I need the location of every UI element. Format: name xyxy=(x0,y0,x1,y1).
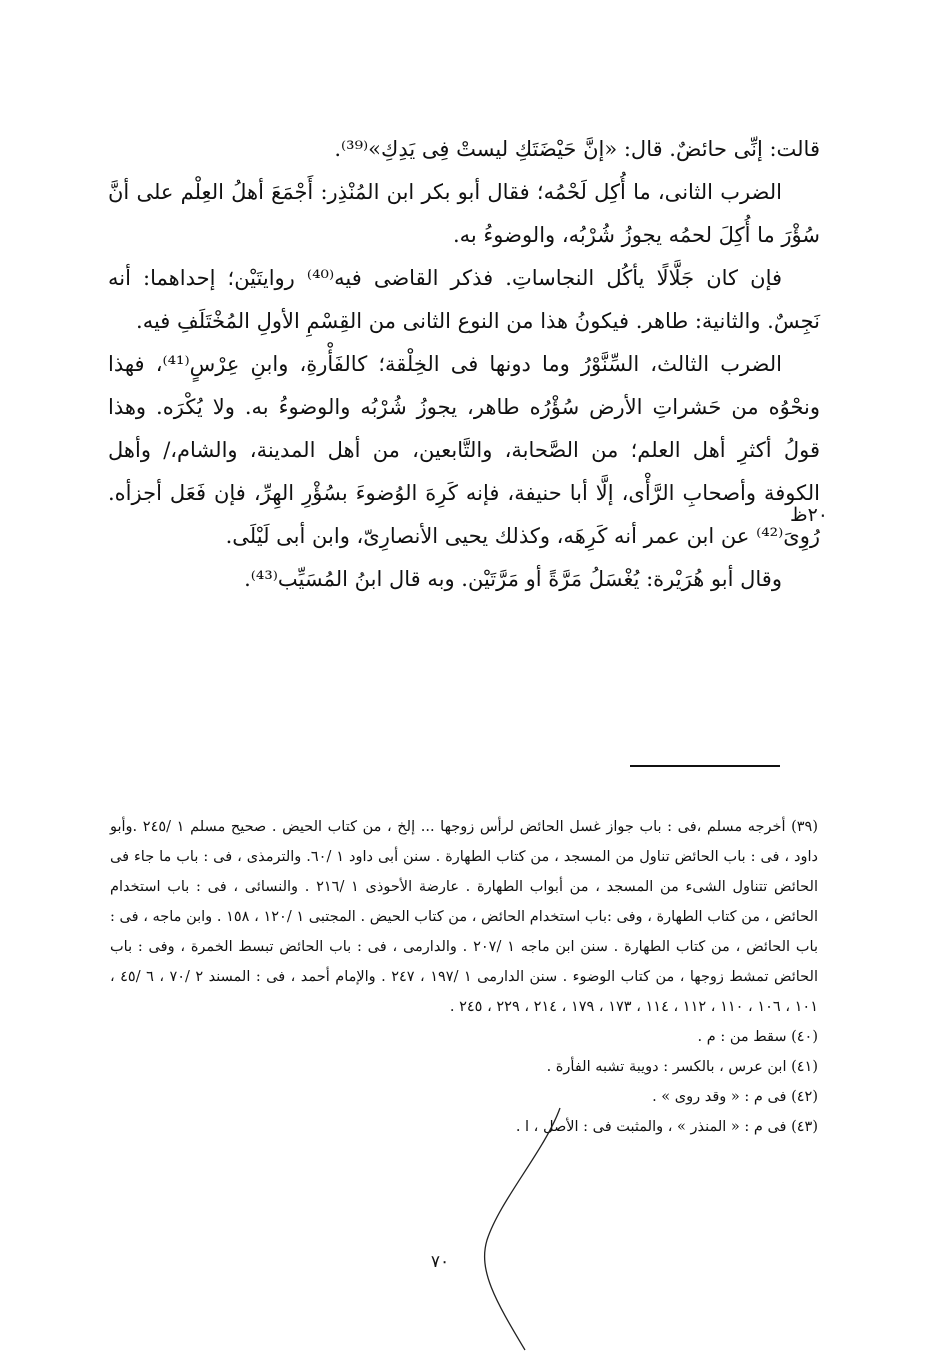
paragraph-3: فإن كان جَلَّالًا يأكُل النجاساتِ. فذكر القاضى فيه⁽⁴⁰⁾ روايتَيْن؛ إحداهما: أنه نَجِسٌ. والثانية: طاهر. فيكونُ هذا من النوع الثانى من القِسْمِ الأولِ المُخْتَلَفِ فيه. xyxy=(108,266,820,333)
footnote-42: (٤٢) فى م : « وقد روى » . xyxy=(652,1089,818,1105)
footnote-40: (٤٠) سقط من : م . xyxy=(697,1029,818,1045)
paragraph-2: الضرب الثانى، ما أُكِل لَحْمُه؛ فقال أبو بكر ابن المُنْذِر: أَجْمَعَ أهلُ العِلْم على أنَّ سُؤْرَ ما أُكِلَ لحمُه يجوزُ شُرْبُه، والوضوءُ به. xyxy=(108,180,820,247)
footnote-41: (٤١) ابن عرس ، بالكسر : دويبة تشبه الفأرة . xyxy=(546,1059,818,1075)
footnote-39: (٣٩) أخرجه مسلم ،فى : باب جواز غسل الحائض لرأس زوجها ... إلخ ، من كتاب الحيض . صحيح مسلم ١ /٢٤٥ .وأبو داود ، فى : باب الحائض تناول من المسجد ، من كتاب الطهارة . سنن أبى داود ١ /٦٠. والترمذى ، فى : باب ما جاء فى الحائض تتناول الشىء من المسجد ، من أبواب الطهارة . عارضة الأحوذى ١ /٢١٦ . والنسائى ، فى : باب استخدام الحائض ، من كتاب الطهارة ، وفى :باب استخدام الحائض ، من كتاب الحيض . المجتبى ١ /١٢٠ ، ١٥٨ . وابن ماجه ، فى : باب الحائض ، من كتاب الطهارة . سنن ابن ماجه ١ /٢٠٧ . والدارمى ، فى : باب الحائض تبسط الخمرة ، وفى : باب الحائض تمشط زوجها ، من كتاب الوضوء . سنن الدارمى ١ /١٩٧ ، ٢٤٧ . والإمام أحمد ، فى : المسند ٢ /٧٠ ، ٦ /٤٥ ، ١٠١ ، ١٠٦ ، ١١٠ ، ١١٢ ، ١١٤ ، ١٧٣ ، ١٧٩ ، ٢١٤ ، ٢٢٩ ، ٢٤٥ . xyxy=(110,819,818,1015)
page-number: ٧٠ xyxy=(430,1252,450,1272)
main-text xyxy=(108,128,820,601)
footnotes xyxy=(110,812,818,1142)
footnote-divider xyxy=(630,765,780,767)
footnote-43: (٤٣) فى م : « المنذر » ، والمثبت فى : الأصل ، ا . xyxy=(515,1119,818,1135)
paragraph-4: الضرب الثالث، السِّنَّوْرُ وما دونها فى الخِلْقة؛ كالفَأْرةِ، وابنِ عِرْسٍ⁽⁴¹⁾، فهذا ونحْوُه من حَشراتِ الأرض سُؤْرُه طاهر، يجوزُ شُرْبُه والوضوءُ به. ولا يُكْرَه. وهذا قولُ أكثرِ أهل العلم؛ من الصَّحابة، والتَّابعين، من أهل المدينة، والشام،/ وأهل الكوفة وأصحابِ الرَّأْى، إلَّا أبا حنيفة، فإنه كَرِهَ الوُضوءَ بسُؤْرِ الهِرِّ، فإن فَعَل أجزأه. رُوِىَ⁽⁴²⁾ عن ابن عمر أنه كَرِهَه، وكذلك يحيى الأنصارِىّ، وابن أبى لَيْلَى. xyxy=(108,352,820,548)
manuscript-folio-marker: ٢٠ظ xyxy=(790,504,828,526)
paragraph-1: قالت: إنِّى حائضٌ. قال: «إنَّ حَيْضَتَكِ ليستْ فِى يَدِكِ»⁽³⁹⁾. xyxy=(334,137,820,161)
paragraph-5: وقال أبو هُرَيْرة: يُغْسَلُ مَرَّةً أو مَرَّتَيْن. وبه قال ابنُ المُسَيِّب⁽⁴³⁾. xyxy=(244,567,782,591)
